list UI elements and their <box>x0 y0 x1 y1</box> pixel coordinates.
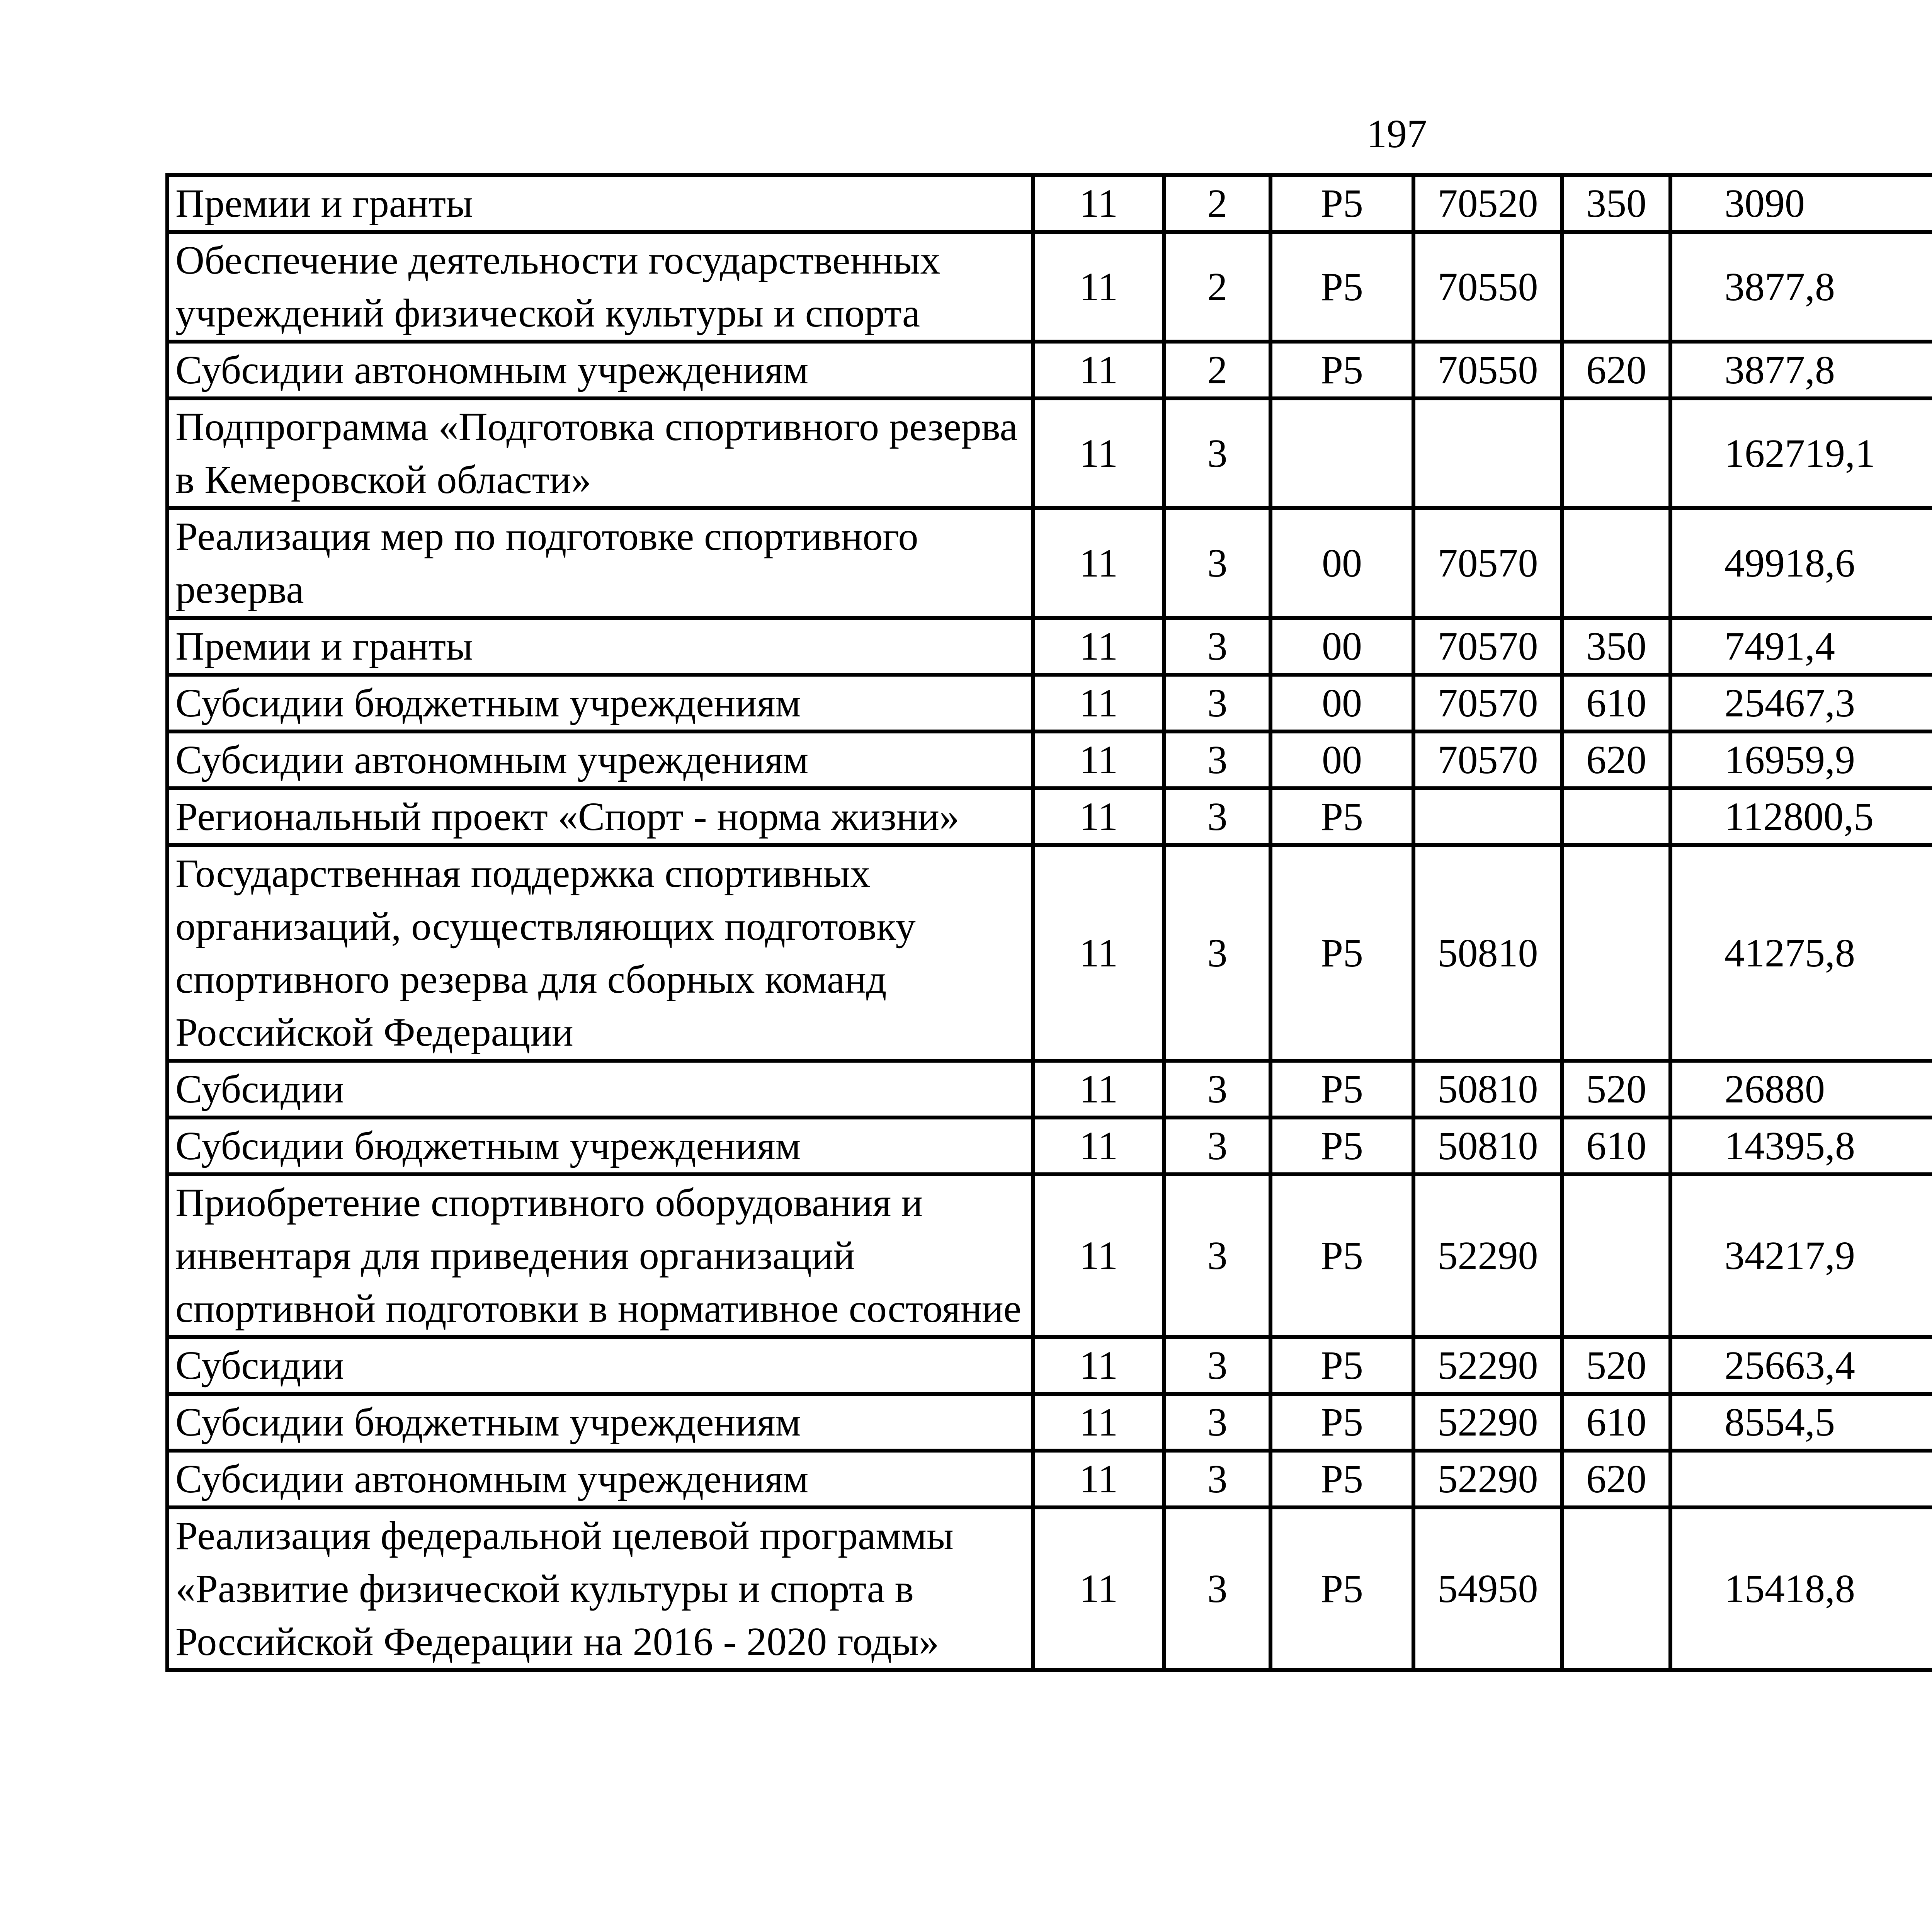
table-row <box>167 175 1932 232</box>
amount-year-1: 34217,9 <box>1670 1174 1932 1337</box>
amount-year-1: 16959,9 <box>1670 731 1932 788</box>
program-code: Р5 <box>1270 1061 1413 1118</box>
subsection-code: 3 <box>1164 1337 1270 1394</box>
amount-year-1: 49918,6 <box>1670 508 1932 618</box>
program-code: 00 <box>1270 618 1413 675</box>
table-row <box>167 788 1932 845</box>
expense-type-code <box>1562 1174 1670 1337</box>
expense-type-code: 520 <box>1562 1337 1670 1394</box>
amount-year-1: 3090 <box>1670 175 1932 232</box>
program-code: 00 <box>1270 508 1413 618</box>
subsection-code: 3 <box>1164 1507 1270 1670</box>
section-code: 11 <box>1033 618 1164 675</box>
expense-type-code: 610 <box>1562 1394 1670 1451</box>
table-row <box>167 1507 1932 1670</box>
row-name: Подпрограмма «Подготовка спортивного резерва в Кемеровской области» <box>167 398 1033 508</box>
subsection-code: 3 <box>1164 675 1270 731</box>
program-code: Р5 <box>1270 1337 1413 1394</box>
direction-code: 52290 <box>1413 1337 1562 1394</box>
table-body <box>167 175 1932 1670</box>
expense-type-code <box>1562 845 1670 1061</box>
section-code: 11 <box>1033 1451 1164 1507</box>
expense-type-code: 520 <box>1562 1061 1670 1118</box>
amount-year-1 <box>1670 1451 1932 1507</box>
expense-type-code: 610 <box>1562 675 1670 731</box>
subsection-code: 3 <box>1164 788 1270 845</box>
program-code: Р5 <box>1270 232 1413 342</box>
section-code: 11 <box>1033 675 1164 731</box>
expense-type-code: 620 <box>1562 731 1670 788</box>
section-code: 11 <box>1033 508 1164 618</box>
program-code: 00 <box>1270 731 1413 788</box>
expense-type-code <box>1562 232 1670 342</box>
direction-code <box>1413 788 1562 845</box>
row-name: Обеспечение деятельности государственных учреждений физической культуры и спорта <box>167 232 1033 342</box>
program-code: Р5 <box>1270 1394 1413 1451</box>
section-code: 11 <box>1033 845 1164 1061</box>
table-row <box>167 398 1932 508</box>
table-row <box>167 1118 1932 1174</box>
table-row <box>167 731 1932 788</box>
subsection-code: 3 <box>1164 845 1270 1061</box>
section-code: 11 <box>1033 1118 1164 1174</box>
subsection-code: 3 <box>1164 1394 1270 1451</box>
amount-year-1: 41275,8 <box>1670 845 1932 1061</box>
page-number: 197 <box>1367 112 1427 156</box>
amount-year-1: 3877,8 <box>1670 342 1932 398</box>
section-code: 11 <box>1033 1174 1164 1337</box>
program-code: Р5 <box>1270 1174 1413 1337</box>
row-name: Реализация федеральной целевой программы «Развитие физической культуры и спорта в Российской Федерации на 2016 - 2020 годы» <box>167 1507 1033 1670</box>
row-name: Субсидии бюджетным учреждениям <box>167 1394 1033 1451</box>
section-code: 11 <box>1033 175 1164 232</box>
section-code: 11 <box>1033 398 1164 508</box>
subsection-code: 3 <box>1164 1451 1270 1507</box>
expense-type-code: 620 <box>1562 1451 1670 1507</box>
amount-year-1: 26880 <box>1670 1061 1932 1118</box>
program-code: 00 <box>1270 675 1413 731</box>
row-name: Субсидии автономным учреждениям <box>167 731 1033 788</box>
section-code: 11 <box>1033 1337 1164 1394</box>
direction-code: 70570 <box>1413 731 1562 788</box>
expense-type-code: 610 <box>1562 1118 1670 1174</box>
expense-type-code <box>1562 1507 1670 1670</box>
subsection-code: 3 <box>1164 1061 1270 1118</box>
row-name: Субсидии <box>167 1337 1033 1394</box>
direction-code: 54950 <box>1413 1507 1562 1670</box>
program-code: Р5 <box>1270 175 1413 232</box>
row-name: Премии и гранты <box>167 618 1033 675</box>
table-row <box>167 1337 1932 1394</box>
table-row <box>167 1061 1932 1118</box>
expense-type-code: 350 <box>1562 175 1670 232</box>
direction-code: 70550 <box>1413 232 1562 342</box>
amount-year-1: 7491,4 <box>1670 618 1932 675</box>
direction-code: 50810 <box>1413 1061 1562 1118</box>
row-name: Государственная поддержка спортивных организаций, осуществляющих подготовку спортивного резерва для сборных команд Российской Федерации <box>167 845 1033 1061</box>
row-name: Субсидии автономным учреждениям <box>167 1451 1033 1507</box>
program-code <box>1270 398 1413 508</box>
direction-code: 70550 <box>1413 342 1562 398</box>
table-row <box>167 232 1932 342</box>
subsection-code: 3 <box>1164 618 1270 675</box>
table-row <box>167 1451 1932 1507</box>
section-code: 11 <box>1033 1507 1164 1670</box>
table-row <box>167 508 1932 618</box>
section-code: 11 <box>1033 342 1164 398</box>
table-row <box>167 1394 1932 1451</box>
section-code: 11 <box>1033 788 1164 845</box>
amount-year-1: 3877,8 <box>1670 232 1932 342</box>
program-code: Р5 <box>1270 845 1413 1061</box>
expense-type-code <box>1562 508 1670 618</box>
expense-type-code: 350 <box>1562 618 1670 675</box>
subsection-code: 2 <box>1164 175 1270 232</box>
expense-type-code <box>1562 788 1670 845</box>
direction-code: 50810 <box>1413 845 1562 1061</box>
expense-type-code <box>1562 398 1670 508</box>
program-code: Р5 <box>1270 1507 1413 1670</box>
row-name: Приобретение спортивного оборудования и инвентаря для приведения организаций спортивной подготовки в нормативное состояние <box>167 1174 1033 1337</box>
budget-table <box>165 173 1932 1672</box>
table-row <box>167 342 1932 398</box>
table-row <box>167 675 1932 731</box>
direction-code: 52290 <box>1413 1394 1562 1451</box>
subsection-code: 2 <box>1164 232 1270 342</box>
amount-year-1: 8554,5 <box>1670 1394 1932 1451</box>
table-row <box>167 845 1932 1061</box>
amount-year-1: 112800,5 <box>1670 788 1932 845</box>
row-name: Региональный проект «Спорт - норма жизни» <box>167 788 1033 845</box>
direction-code: 52290 <box>1413 1174 1562 1337</box>
table-row <box>167 1174 1932 1337</box>
direction-code: 70520 <box>1413 175 1562 232</box>
program-code: Р5 <box>1270 342 1413 398</box>
direction-code: 70570 <box>1413 508 1562 618</box>
row-name: Премии и гранты <box>167 175 1033 232</box>
section-code: 11 <box>1033 1061 1164 1118</box>
direction-code <box>1413 398 1562 508</box>
row-name: Субсидии бюджетным учреждениям <box>167 1118 1033 1174</box>
row-name: Субсидии <box>167 1061 1033 1118</box>
section-code: 11 <box>1033 1394 1164 1451</box>
amount-year-1: 14395,8 <box>1670 1118 1932 1174</box>
subsection-code: 3 <box>1164 508 1270 618</box>
subsection-code: 2 <box>1164 342 1270 398</box>
direction-code: 50810 <box>1413 1118 1562 1174</box>
subsection-code: 3 <box>1164 1174 1270 1337</box>
direction-code: 52290 <box>1413 1451 1562 1507</box>
expense-type-code: 620 <box>1562 342 1670 398</box>
amount-year-1: 15418,8 <box>1670 1507 1932 1670</box>
amount-year-1: 162719,1 <box>1670 398 1932 508</box>
program-code: Р5 <box>1270 788 1413 845</box>
program-code: Р5 <box>1270 1118 1413 1174</box>
table-row <box>167 618 1932 675</box>
subsection-code: 3 <box>1164 1118 1270 1174</box>
subsection-code: 3 <box>1164 731 1270 788</box>
amount-year-1: 25663,4 <box>1670 1337 1932 1394</box>
row-name: Реализация мер по подготовке спортивного резерва <box>167 508 1033 618</box>
row-name: Субсидии автономным учреждениям <box>167 342 1033 398</box>
program-code: Р5 <box>1270 1451 1413 1507</box>
subsection-code: 3 <box>1164 398 1270 508</box>
section-code: 11 <box>1033 731 1164 788</box>
row-name: Субсидии бюджетным учреждениям <box>167 675 1033 731</box>
direction-code: 70570 <box>1413 675 1562 731</box>
direction-code: 70570 <box>1413 618 1562 675</box>
section-code: 11 <box>1033 232 1164 342</box>
amount-year-1: 25467,3 <box>1670 675 1932 731</box>
